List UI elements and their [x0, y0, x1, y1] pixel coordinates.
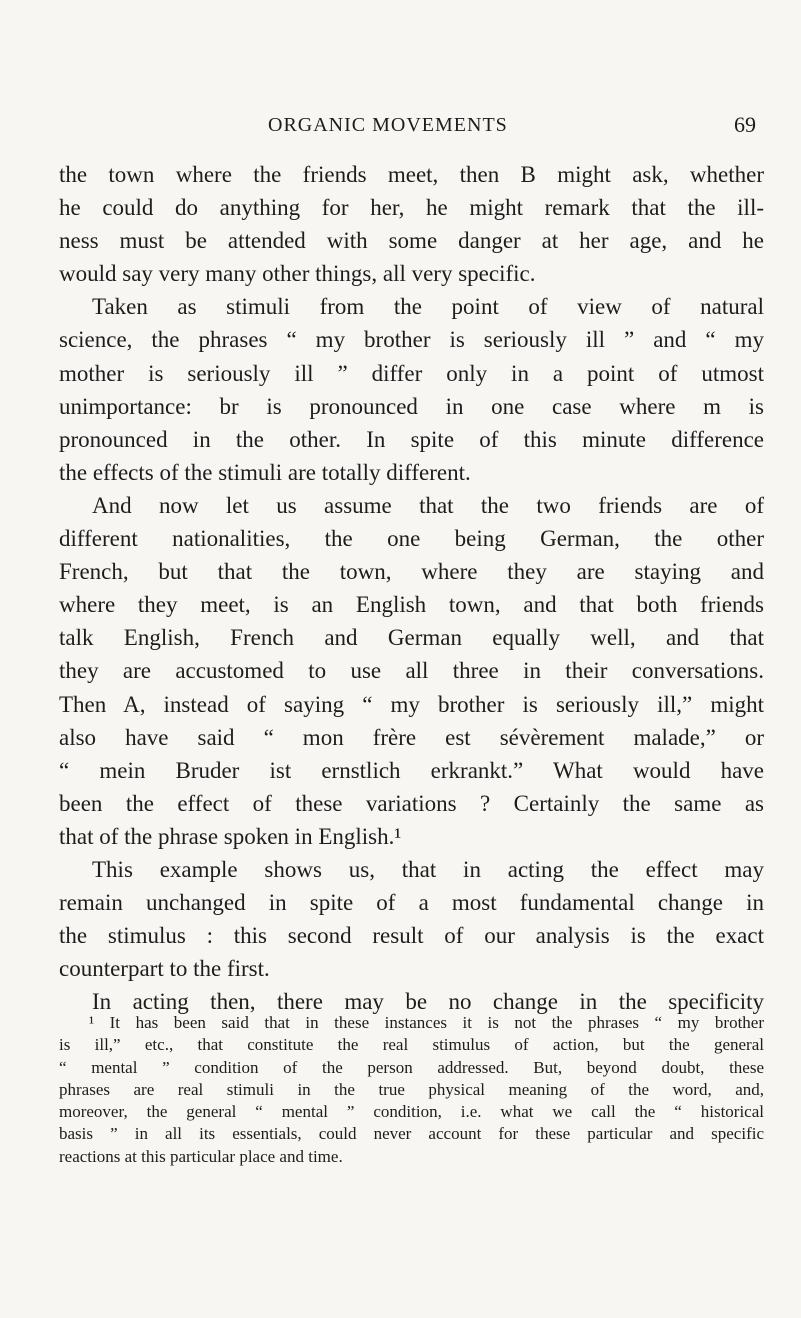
body-text — [59, 158, 764, 1018]
text-line: the effects of the stimuli are totally different. — [59, 459, 471, 485]
text-line: different nationalities, the one being German, the other — [59, 526, 764, 552]
text-line: he could do anything for her, he might remark that the ill- — [59, 195, 764, 221]
text-line: the stimulus : this second result of our analysis is the exact — [59, 923, 764, 949]
footnote-line: ¹ It has been said that in these instances it is not the phrases “ my brother — [89, 1013, 764, 1032]
footnote-line: is ill,” etc., that constitute the real stimulus of action, but the general — [59, 1035, 764, 1055]
page-number: 69 — [734, 112, 756, 137]
text-line: they are accustomed to use all three in their conversations. — [59, 658, 764, 684]
running-head: ORGANIC MOVEMENTS — [268, 114, 508, 136]
text-line: also have said “ mon frère est sévèrement malade,” or — [59, 724, 764, 750]
footnote-line: reactions at this particular place and time. — [59, 1146, 343, 1166]
footnotes — [59, 1012, 764, 1168]
text-line: remain unchanged in spite of a most fundamental change in — [59, 890, 764, 916]
text-line: science, the phrases “ my brother is seriously ill ” and “ my — [59, 327, 764, 353]
text-line: Then A, instead of saying “ my brother is seriously ill,” might — [59, 691, 764, 717]
text-line: French, but that the town, where they are staying and — [59, 559, 764, 585]
footnote-line: basis ” in all its essentials, could never account for these particular and specific — [59, 1124, 764, 1144]
text-line: the town where the friends meet, then B might ask, whether — [59, 162, 764, 187]
text-line: unimportance: br is pronounced in one case where m is — [59, 393, 764, 419]
text-line: would say very many other things, all very specific. — [59, 261, 536, 287]
text-line: Taken as stimuli from the point of view of natural — [92, 294, 764, 320]
text-line: where they meet, is an English town, and that both friends — [59, 592, 764, 618]
footnote-line: moreover, the general “ mental ” condition, i.e. what we call the “ historical — [59, 1102, 764, 1122]
text-line: talk English, French and German equally well, and that — [59, 625, 764, 651]
text-line: This example shows us, that in acting the effect may — [92, 856, 764, 882]
footnote-line: “ mental ” condition of the person addressed. But, beyond doubt, these — [59, 1057, 764, 1077]
text-line: counterpart to the first. — [59, 956, 270, 982]
text-line: that of the phrase spoken in English.¹ — [59, 823, 402, 849]
text-line: mother is seriously ill ” differ only in a point of utmost — [59, 360, 764, 386]
footnote-line: phrases are real stimuli in the true physical meaning of the word, and, — [59, 1079, 764, 1099]
text-line: pronounced in the other. In spite of this minute difference — [59, 426, 764, 452]
text-line: In acting then, there may be no change in the specificity — [92, 989, 764, 1015]
text-line: “ mein Bruder ist ernstlich erkrankt.” What would have — [59, 757, 764, 783]
text-line: ness must be attended with some danger at her age, and he — [59, 228, 764, 254]
text-line: And now let us assume that the two friends are of — [92, 492, 764, 518]
text-line: been the effect of these variations ? Certainly the same as — [59, 790, 764, 816]
